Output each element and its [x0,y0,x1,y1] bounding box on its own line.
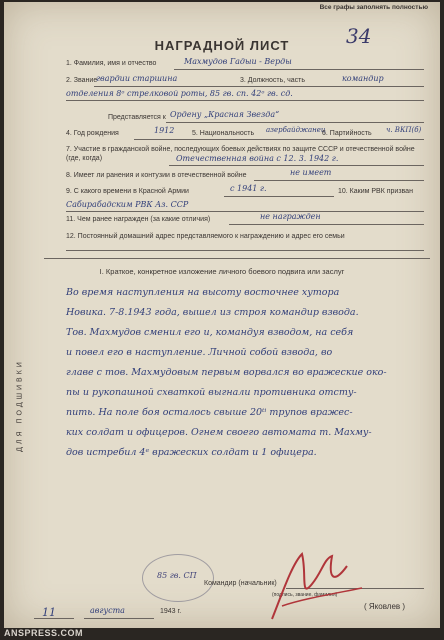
page-title: НАГРАДНОЙ ЛИСТ [154,38,290,53]
field-10-value: Сабирабадским РВК Аз. ССР [66,200,189,209]
field-7-label: 7. Участие в гражданской войне, последующих боевых действиях по защите СССР и отечественной войне (где, когда) [66,146,415,162]
date-month-underline [84,618,154,619]
field-6-value: ч. ВКП(б) [386,126,422,134]
date-day-underline [34,618,74,619]
date-year: 1943 г. [160,608,182,615]
narrative-line: и повел его в наступление. Личной собой взвода, во [66,347,333,358]
award-sheet [4,2,440,628]
field-2-value: гвардии старшина [96,74,178,83]
field-8-value: не имеет [290,168,332,177]
watermark-bar [0,628,444,640]
field-9-underline [224,196,334,197]
presented-value: Ордену „Красная Звезда“ [170,110,280,119]
field-11-label: 11. Чем ранее награжден (за какие отличия) [66,216,211,223]
narrative-line: Тов. Махмудов сменил его и, командуя взводом, на себя [66,327,354,338]
commander-label: Командир (начальник) [204,580,277,587]
sheet-number: 34 [346,24,372,48]
field-4-value: 1912 [154,126,175,135]
field-7-value: Отечественная война с 12. 3. 1942 г. [176,154,339,163]
field-5-label: 5. Национальность [192,130,255,137]
field-8-underline [254,180,424,181]
field-11-value: не награжден [260,212,321,221]
field-3-underline [66,100,424,101]
field-11-underline [229,224,424,225]
field-2-label: 2. Звание [66,77,98,84]
commander-caption: (подпись, звание, фамилия) [272,592,338,598]
field-10-label: 10. Каким РВК призван [338,188,413,195]
presented-label: Представляется к [108,114,166,121]
date-month: августа [90,606,125,615]
narrative-line: пить. На поле боя осталось свыше 20ᵗⁱ трупов вражес- [66,407,353,418]
field-7-underline [169,165,424,166]
narrative-line: дов истребил 4ᵉ вражеских солдат и 1 офицера. [66,447,317,458]
field-4-label: 4. Год рождения [66,130,119,137]
narrative-line: Во время наступления на высоту восточнее хутора [66,287,340,298]
narrative-line: главе с тов. Махмудовым первым ворвался во вражеские око- [66,367,387,378]
signature-name: ( Яковлев ) [364,602,406,611]
top-note: Все графы заполнять полностью [319,4,428,11]
commander-signature [262,544,372,624]
field-1-underline [174,69,424,70]
field-3-value: командир [342,74,384,83]
side-binding-label: ДЛЯ ПОДШИВКИ [16,359,24,452]
field-4-underline [134,139,424,140]
section-divider [44,258,430,259]
stamp-text: 85 гв. СП [157,571,197,580]
narrative-line: пы и рукопашной схваткой выгнали противника отсту- [66,387,357,398]
field-1-label: 1. Фамилия, имя и отчество [66,60,157,67]
presented-underline [166,122,424,123]
unit-stamp [142,554,214,602]
date-day: 11 [42,606,56,619]
field-5-value: азербайджанец [266,126,326,134]
watermark-text: ANSPRESS.COM [4,628,84,638]
field-8-label: 8. Имеет ли ранения и контузии в отечественной войне [66,172,247,179]
field-3-label: 3. Должность, часть [240,77,306,84]
field-3-continued: отделения 8ᵒ стрелковой роты, 85 гв. сп. 42ᵒ гв. сд. [66,89,293,98]
field-10-underline [66,211,424,212]
field-12-label: 12. Постоянный домашний адрес представляемого к награждению и адрес его семьи [66,233,345,240]
field-12-underline [66,250,424,251]
field-9-value: с 1941 г. [230,184,267,193]
narrative-line: ких солдат и офицеров. Огнем своего автомата т. Махму- [66,427,372,438]
field-9-label: 9. С какого времени в Красной Армии [66,188,189,195]
field-1-value: Махмудов Гадыи - Верды [184,57,292,66]
section-title: I. Краткое, конкретное изложение личного боевого подвига или заслуг [99,267,345,276]
field-6-label: 6. Партийность [322,130,372,137]
field-2-underline [94,86,424,87]
narrative-line: Новика. 7-8.1943 года, вышел из строя командир взвода. [66,307,359,318]
